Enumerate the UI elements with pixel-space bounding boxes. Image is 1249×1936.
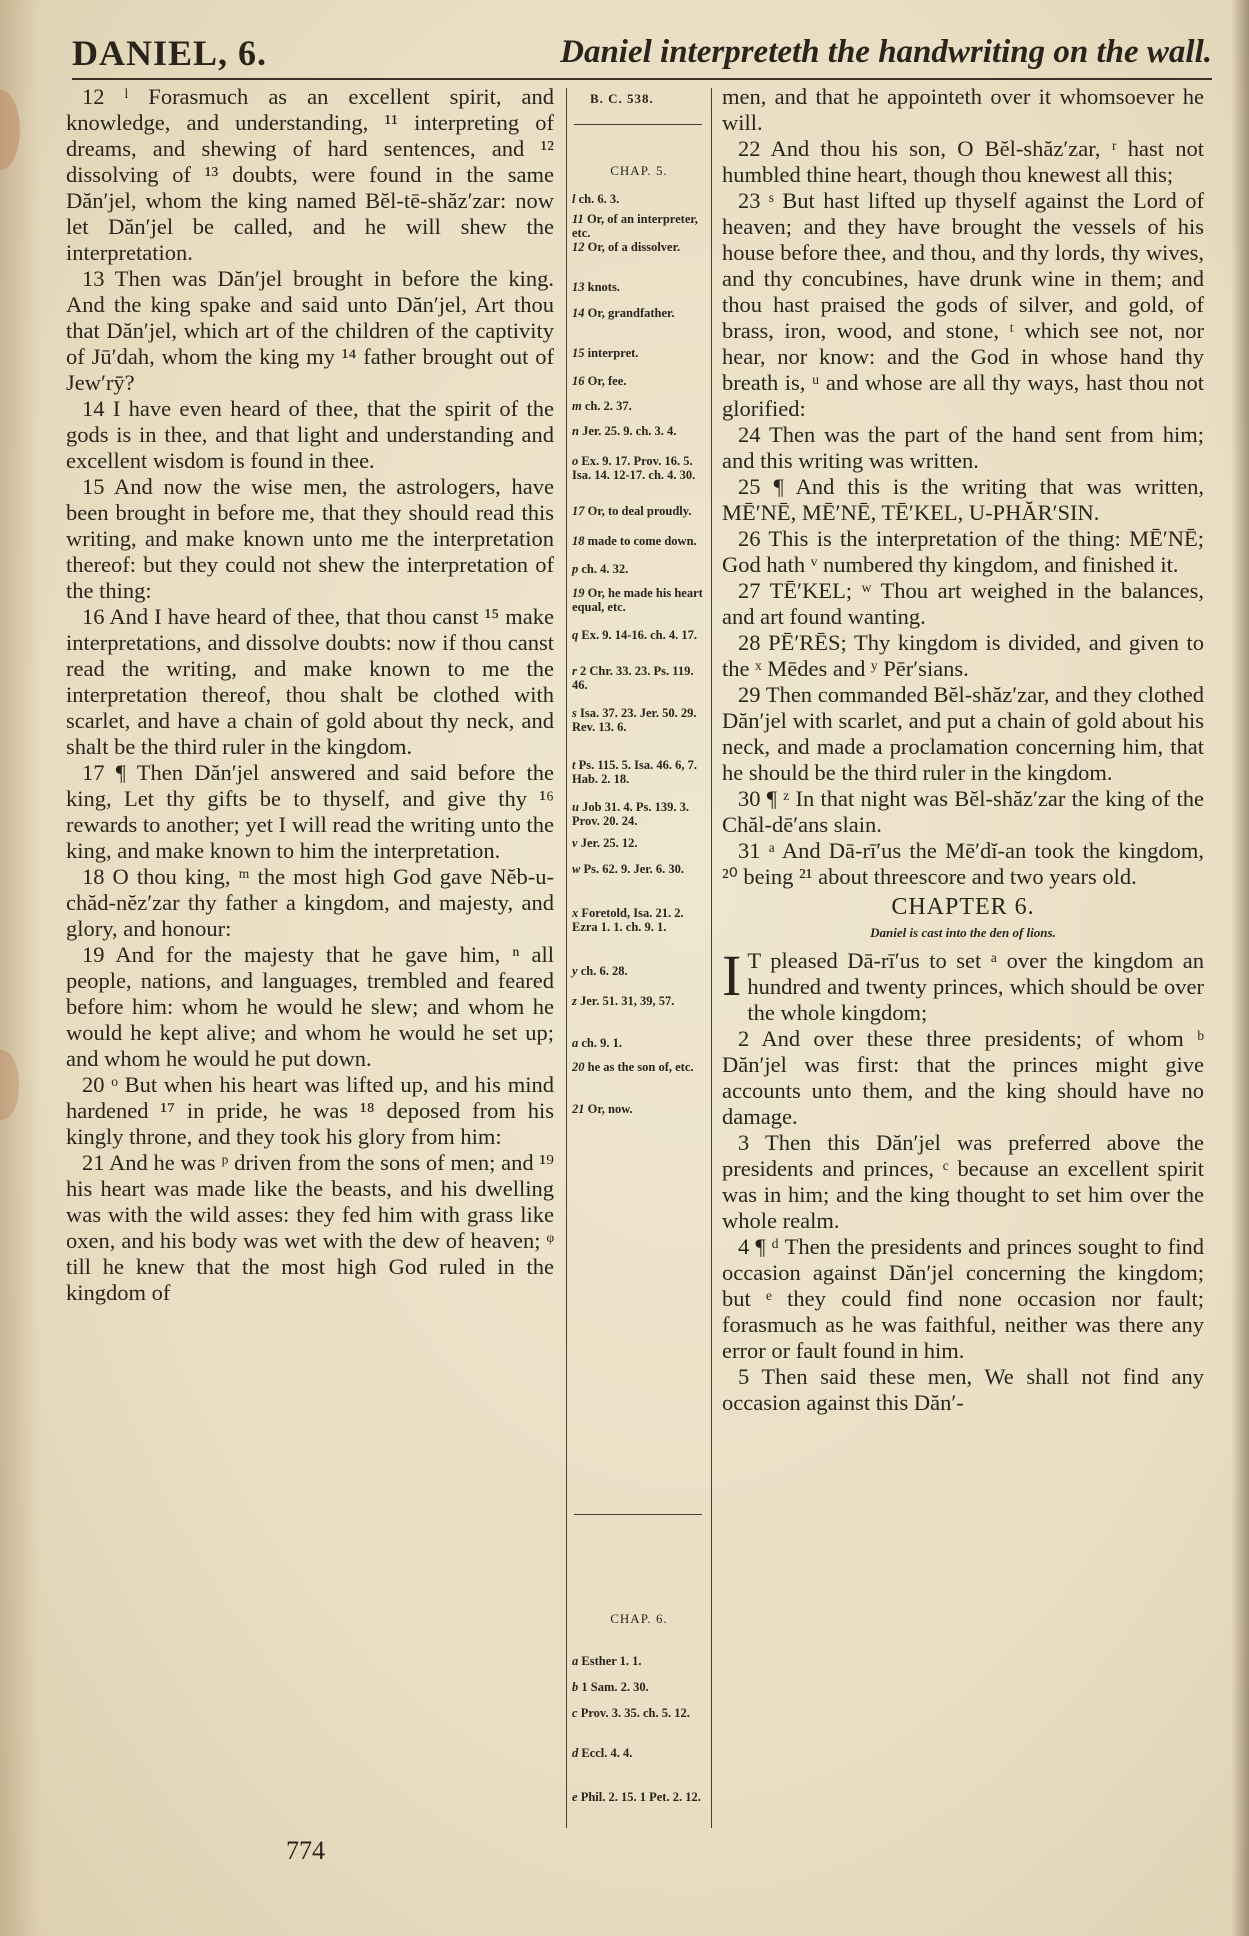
margin-note — [572, 964, 706, 978]
margin-note — [572, 1102, 706, 1116]
margin-note — [572, 994, 706, 1008]
verse: 2 And over these three presidents; of whom ᵇ Dăn′jel was first: that the princes might give accounts unto them, and the king should have no damage. — [722, 1026, 1204, 1129]
verse: 21 And he was ᵖ driven from the sons of men; and ¹⁹ his heart was made like the beasts, and his dwelling was with the wild asses: they fed him with grass like oxen, and his body was wet with the dew of heaven; ᵠ till he knew that the most high God ruled in the kingdom of — [66, 1150, 554, 1305]
chapter-first-verse — [722, 943, 1204, 1026]
margin-note-text: Jer. 25. 12. — [580, 836, 638, 850]
margin-note-tag: 14 — [572, 306, 585, 320]
margin-note-tag: z — [572, 994, 577, 1008]
margin-note-tag: 18 — [572, 534, 585, 548]
margin-note — [572, 1060, 706, 1074]
margin-note — [572, 399, 706, 413]
margin-note — [572, 1746, 706, 1760]
margin-note — [572, 192, 706, 206]
margin-note-text: ch. 6. 28. — [580, 964, 628, 978]
margin-note — [572, 534, 706, 548]
drop-cap: I — [722, 943, 742, 1008]
margin-note-tag: l — [572, 192, 576, 206]
verse-text: T pleased Dā-rī′us to set ᵃ over the kingdom an hundred and twenty princes, which should be over the whole kingdom; — [747, 948, 1204, 1025]
binding-shadow — [0, 0, 40, 1936]
margin-note — [572, 454, 706, 482]
margin-note-text: 1 Sam. 2. 30. — [581, 1680, 649, 1694]
book-chapter-heading: DANIEL, 6. — [72, 33, 268, 73]
margin-note — [572, 504, 706, 518]
margin-note — [572, 586, 706, 614]
margin-note-tag: a — [572, 1036, 579, 1050]
margin-note-tag: p — [572, 562, 579, 576]
margin-note-text: Or, fee. — [587, 374, 627, 388]
verse: 13 Then was Dăn′jel brought in before the king. And the king spake and said unto Dăn′jel, Art thou that Dăn′jel, which art of the children of the captivity of Jū′dah, whom the king my ¹⁴ father brought out of Jew′rȳ? — [66, 266, 554, 395]
margin-note — [572, 346, 706, 360]
verse: 14 I have even heard of thee, that the spirit of the gods is in thee, and that light and understanding and excellent wisdom is found in thee. — [66, 396, 554, 473]
margin-note-tag: w — [572, 862, 581, 876]
margin-note — [572, 1706, 706, 1720]
margin-note-text: Ps. 62. 9. Jer. 6. 30. — [583, 862, 685, 876]
verse: 31 ᵃ And Dā-rī′us the Mē′dĭ-an took the kingdom, ²⁰ being ²¹ about threescore and two years old. — [722, 838, 1204, 889]
page-number: 774 — [286, 1836, 325, 1865]
chapter-summary: Daniel is cast into the den of lions. — [870, 925, 1056, 940]
verse-continuation: men, and that he appointeth over it whomsoever he will. — [722, 84, 1204, 135]
margin-note-text: Esther 1. 1. — [581, 1654, 642, 1668]
page-edge-shadow — [1231, 0, 1249, 1936]
verse: 12 ˡ Forasmuch as an excellent spirit, and knowledge, and understanding, ¹¹ interpreting of dreams, and shewing of hard sentences, and ¹² dissolving of ¹³ doubts, were found in the same Dăn′jel, whom the king named Bĕl-tē-shăz′zar: now let Dăn′jel be called, and he will shew the interpretation. — [66, 84, 554, 265]
margin-note — [572, 306, 706, 320]
verse: 15 And now the wise men, the astrologers, have been brought in before me, that they should read this writing, and make known unto me the interpretation thereof: but they could not shew the interpretation of the thing: — [66, 474, 554, 603]
margin-note-text: Foretold, Isa. 21. 2. Ezra 1. 1. ch. 9. 1. — [572, 906, 684, 934]
margin-note-tag: a — [572, 1654, 579, 1668]
margin-note — [572, 706, 706, 734]
margin-note-tag: 15 — [572, 346, 585, 360]
margin-note — [572, 1036, 706, 1050]
margin-note-text: Or, now. — [587, 1102, 633, 1116]
margin-note-tag: v — [572, 836, 578, 850]
right-text-column — [722, 84, 1204, 1416]
chapter-title: CHAPTER 6. — [891, 894, 1035, 920]
margin-note — [572, 836, 706, 850]
page-topic-heading: Daniel interpreteth the handwriting on the wall. — [560, 34, 1212, 70]
margin-note — [572, 562, 706, 576]
verse: 29 Then commanded Bĕl-shăz′zar, and they clothed Dăn′jel with scarlet, and put a chain of gold about his neck, and made a proclamation concerning him, that he should be the third ruler in the kingdom. — [722, 682, 1204, 785]
verse: 22 And thou his son, O Bĕl-shăz′zar, ʳ hast not humbled thine heart, though thou knewest all this; — [722, 136, 1204, 187]
verse: 30 ¶ ᶻ In that night was Bĕl-shăz′zar the king of the Chăl-dē′ans slain. — [722, 786, 1204, 837]
margin-note-tag: b — [572, 1680, 579, 1694]
margin-note — [572, 800, 706, 828]
margin-note — [572, 862, 706, 876]
margin-note-tag: x — [572, 906, 579, 920]
margin-note — [572, 424, 706, 438]
margin-note — [572, 1790, 706, 1804]
margin-note-tag: 13 — [572, 280, 585, 294]
running-header — [72, 28, 1212, 80]
margin-note-tag: 19 — [572, 586, 585, 600]
margin-note-text: 2 Chr. 33. 23. Ps. 119. 46. — [572, 664, 694, 692]
chap6-rule — [574, 1514, 702, 1515]
margin-note-text: ch. 2. 37. — [584, 399, 632, 413]
margin-note-tag: 12 — [572, 240, 585, 254]
margin-note-text: Prov. 3. 35. ch. 5. 12. — [580, 1706, 690, 1720]
left-text-column — [66, 84, 554, 1306]
verse: 5 Then said these men, We shall not find any occasion against this Dăn′- — [722, 1364, 1204, 1415]
margin-note-tag: y — [572, 964, 578, 978]
margin-note — [572, 906, 706, 934]
margin-note-tag: e — [572, 1790, 578, 1804]
margin-note — [572, 664, 706, 692]
margin-note-tag: r — [572, 664, 577, 678]
chap5-label: CHAP. 5. — [610, 163, 668, 178]
margin-note-tag: 21 — [572, 1102, 585, 1116]
verse: 4 ¶ ᵈ Then the presidents and princes sought to find occasion against Dăn′jel concerning the kingdom; but ᵉ they could find none occasion nor fault; forasmuch as he was faithful, neither was there any error or fault found in him. — [722, 1234, 1204, 1363]
margin-note-tag: u — [572, 800, 579, 814]
margin-note-tag: 16 — [572, 374, 585, 388]
margin-note-tag: c — [572, 1706, 578, 1720]
verse: 27 TĒ′KEL; ʷ Thou art weighed in the balances, and art found wanting. — [722, 578, 1204, 629]
margin-note-text: ch. 9. 1. — [581, 1036, 622, 1050]
verse: 28 PĒ′RĒS; Thy kingdom is divided, and given to the ˣ Mēdes and ʸ Pēr′sians. — [722, 630, 1204, 681]
margin-note-text: Or, he made his heart equal, etc. — [572, 586, 703, 614]
margin-note-text: interpret. — [587, 346, 639, 360]
margin-note-tag: q — [572, 628, 579, 642]
margin-note-tag: 11 — [572, 212, 584, 226]
verse: 24 Then was the part of the hand sent from him; and this writing was written. — [722, 422, 1204, 473]
verse: 18 O thou king, ᵐ the most high God gave Nĕb-u-chăd-nĕz′zar thy father a kingdom, and majesty, and glory, and honour: — [66, 864, 554, 941]
chap6-label: CHAP. 6. — [610, 1611, 668, 1626]
margin-note-tag: n — [572, 424, 579, 438]
margin-note — [572, 240, 706, 254]
margin-note-text: Ex. 9. 14-16. ch. 4. 17. — [581, 628, 697, 642]
margin-note-tag: 20 — [572, 1060, 585, 1074]
era-date: B. C. 538. — [590, 91, 654, 106]
margin-note-tag: o — [572, 454, 579, 468]
margin-note-tag: 17 — [572, 504, 585, 518]
verse: 3 Then this Dăn′jel was preferred above the presidents and princes, ᶜ because an excellent spirit was in him; and the king thought to set him over the whole realm. — [722, 1130, 1204, 1233]
verse: 20 ᵒ But when his heart was lifted up, and his mind hardened ¹⁷ in pride, he was ¹⁸ deposed from his kingly throne, and they took his glory from him: — [66, 1072, 554, 1149]
verse: 19 And for the majesty that he gave him, ⁿ all people, nations, and languages, trembled and feared before him: whom he would he slew; and whom he would he kept alive; and whom he would he set up; and whom he would he put down. — [66, 942, 554, 1071]
margin-note-tag: s — [572, 706, 577, 720]
margin-note-text: Or, of a dissolver. — [587, 240, 681, 254]
margin-note-text: Job 31. 4. Ps. 139. 3. Prov. 20. 24. — [572, 800, 690, 828]
margin-note-text: Or, to deal proudly. — [587, 504, 692, 518]
margin-note-text: Or, grandfather. — [587, 306, 675, 320]
era-rule — [574, 124, 702, 125]
margin-note-text: Ex. 9. 17. Prov. 16. 5. Isa. 14. 12-17. ch. 4. 30. — [572, 454, 696, 482]
verse: 26 This is the interpretation of the thing: MĒ′NĒ; God hath ᵛ numbered thy kingdom, and finished it. — [722, 526, 1204, 577]
column-divider-left — [566, 88, 567, 1828]
margin-note — [572, 280, 706, 294]
verse: 25 ¶ And this is the writing that was written, MĒ′NĒ, MĒ′NĒ, TĒ′KEL, U-PHĂR′SIN. — [722, 474, 1204, 525]
margin-note — [572, 1680, 706, 1694]
margin-note-text: Or, of an interpreter, etc. — [572, 212, 698, 240]
margin-note-text: he as the son of, etc. — [587, 1060, 694, 1074]
margin-note-text: Jer. 51. 31, 39, 57. — [580, 994, 675, 1008]
margin-note-text: Jer. 25. 9. ch. 3. 4. — [582, 424, 677, 438]
margin-note-tag: t — [572, 758, 576, 772]
margin-note-text: ch. 6. 3. — [578, 192, 620, 206]
margin-note-tag: d — [572, 1746, 579, 1760]
margin-note-text: Isa. 37. 23. Jer. 50. 29. Rev. 13. 6. — [572, 706, 697, 734]
margin-note-text: Phil. 2. 15. 1 Pet. 2. 12. — [580, 1790, 701, 1804]
margin-note-tag: m — [572, 399, 582, 413]
verse: 23 ˢ But hast lifted up thyself against the Lord of heaven; and they have brought the vessels of his house before thee, and thou, and thy lords, thy wives, and thy concubines, have drunk wine in them; and thou hast praised the gods of silver, and gold, of brass, iron, wood, and stone, ᵗ which see not, nor hear, nor know: and the God in whose hand thy breath is, ᵘ and whose are all thy ways, hast thou not glorified: — [722, 188, 1204, 421]
margin-note-text: Eccl. 4. 4. — [581, 1746, 633, 1760]
margin-note — [572, 758, 706, 786]
margin-note-text: knots. — [587, 280, 620, 294]
margin-note-text: made to come down. — [587, 534, 697, 548]
margin-note — [572, 628, 706, 642]
verse: 17 ¶ Then Dăn′jel answered and said before the king, Let thy gifts be to thyself, and give thy ¹⁶ rewards to another; yet I will read the writing unto the king, and make known to him the interpretation. — [66, 760, 554, 863]
margin-note-text: ch. 4. 32. — [581, 562, 629, 576]
margin-note — [572, 1654, 706, 1668]
margin-note-text: Ps. 115. 5. Isa. 46. 6, 7. Hab. 2. 18. — [572, 758, 698, 786]
verse: 16 And I have heard of thee, that thou canst ¹⁵ make interpretations, and dissolve doubts: now if thou canst read the writing, and make known to me the interpretation thereof, thou shalt be clothed with scarlet, and have a chain of gold about thy neck, and shalt be the third ruler in the kingdom. — [66, 604, 554, 759]
margin-note — [572, 374, 706, 388]
margin-note — [572, 212, 706, 240]
column-divider-right — [711, 88, 712, 1828]
